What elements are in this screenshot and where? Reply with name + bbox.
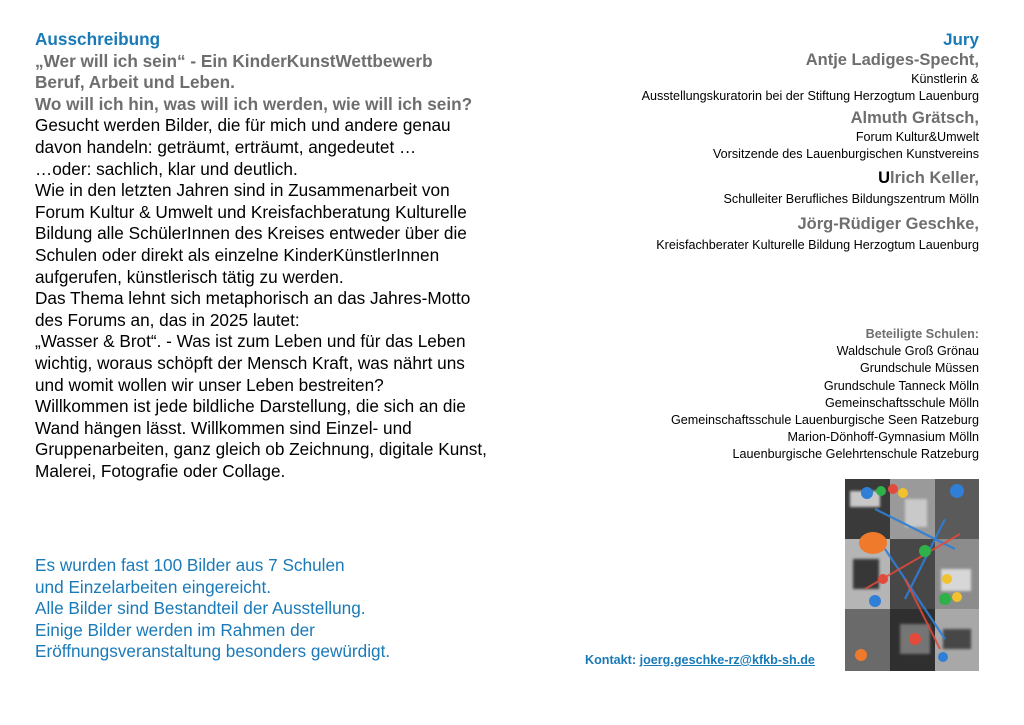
- body-line: Wie in den letzten Jahren sind in Zusammenarbeit von: [35, 180, 450, 201]
- body-line: wichtig, woraus schöpft der Mensch Kraft, was nährt uns: [35, 352, 465, 373]
- jury-member-role: Kreisfachberater Kulturelle Bildung Herzogtum Lauenburg: [656, 238, 979, 252]
- jury-member-name: Almuth Grätsch,: [850, 109, 979, 127]
- summary-line: Alle Bilder sind Bestandteil der Ausstellung.: [35, 598, 366, 619]
- theme-subtitle-1: Beruf, Arbeit und Leben.: [35, 72, 235, 93]
- contact-email-link[interactable]: joerg.geschke-rz@kfkb-sh.de: [639, 653, 815, 667]
- body-line: Willkommen ist jede bildliche Darstellung, die sich an die: [35, 396, 466, 417]
- body-line: Gesucht werden Bilder, die für mich und andere genau: [35, 115, 451, 136]
- school-item: Waldschule Groß Grönau: [836, 344, 979, 359]
- competition-title: „Wer will ich sein“ - Ein KinderKunstWettbewerb: [35, 50, 433, 71]
- section-heading-jury: Jury: [943, 30, 979, 49]
- body-line: des Forums an, das in 2025 lautet:: [35, 309, 300, 330]
- summary-line: und Einzelarbeiten eingereicht.: [35, 576, 272, 597]
- school-item: Gemeinschaftsschule Mölln: [825, 395, 979, 410]
- school-item: Marion-Dönhoff-Gymnasium Mölln: [787, 430, 979, 445]
- jury-member-name: Antje Ladiges-Specht,: [805, 51, 979, 69]
- jury-member-role: Künstlerin &: [911, 72, 979, 86]
- body-line: Wand hängen lässt. Willkommen sind Einzel- und: [35, 417, 412, 438]
- call-for-entries-section: [35, 29, 535, 482]
- body-line: Das Thema lehnt sich metaphorisch an das Jahres-Motto: [35, 288, 471, 309]
- contact-line: [585, 653, 815, 667]
- summary-line: Einige Bilder werden im Rahmen der: [35, 619, 315, 640]
- body-line: Bildung alle SchülerInnen des Kreises entweder über die: [35, 223, 467, 244]
- school-item: Lauenburgische Gelehrtenschule Ratzeburg: [732, 447, 979, 462]
- body-line: davon handeln: geträumt, erträumt, angedeutet …: [35, 136, 417, 157]
- jury-section: [539, 29, 979, 254]
- body-line: …oder: sachlich, klar und deutlich.: [35, 158, 298, 179]
- school-item: Grundschule Tanneck Mölln: [823, 378, 979, 393]
- jury-member-role: Forum Kultur&Umwelt: [855, 130, 979, 144]
- body-line: aufgerufen, künstlerisch tätig zu werden.: [35, 266, 344, 287]
- jury-member-role: Vorsitzende des Lauenburgischen Kunstvereins: [712, 147, 979, 161]
- body-line: Gruppenarbeiten, ganz gleich ob Zeichnung, digitale Kunst,: [35, 439, 487, 460]
- body-line: Malerei, Fotografie oder Collage.: [35, 460, 286, 481]
- artwork-collage-image: [845, 479, 979, 671]
- school-item: Grundschule Müssen: [859, 361, 979, 376]
- jury-member-name: Jörg-Rüdiger Geschke,: [797, 215, 979, 233]
- body-line: Schulen oder direkt als einzelne KinderKünstlerInnen: [35, 244, 440, 265]
- jury-member-name: Ulrich Keller,: [878, 169, 979, 187]
- school-item: Gemeinschaftsschule Lauenburgische Seen Ratzeburg: [670, 413, 979, 428]
- section-heading-ausschreibung: Ausschreibung: [35, 29, 161, 49]
- body-line: „Wasser & Brot“. - Was ist zum Leben und für das Leben: [35, 331, 466, 352]
- participating-schools: [671, 326, 979, 464]
- jury-member-role: Schulleiter Berufliches Bildungszentrum Mölln: [723, 192, 979, 206]
- contact-label: Kontakt:: [585, 653, 637, 667]
- body-line: Forum Kultur & Umwelt und Kreisfachberatung Kulturelle: [35, 201, 467, 222]
- submission-summary: [35, 555, 390, 663]
- summary-line: Eröffnungsveranstaltung besonders gewürdigt.: [35, 641, 391, 662]
- body-line: und womit wollen wir unser Leben bestreiten?: [35, 374, 384, 395]
- summary-line: Es wurden fast 100 Bilder aus 7 Schulen: [35, 555, 345, 575]
- schools-heading: Beteiligte Schulen:: [865, 327, 979, 341]
- theme-subtitle-2: Wo will ich hin, was will ich werden, wie will ich sein?: [35, 93, 473, 114]
- jury-member-role: Ausstellungskuratorin bei der Stiftung Herzogtum Lauenburg: [641, 89, 979, 103]
